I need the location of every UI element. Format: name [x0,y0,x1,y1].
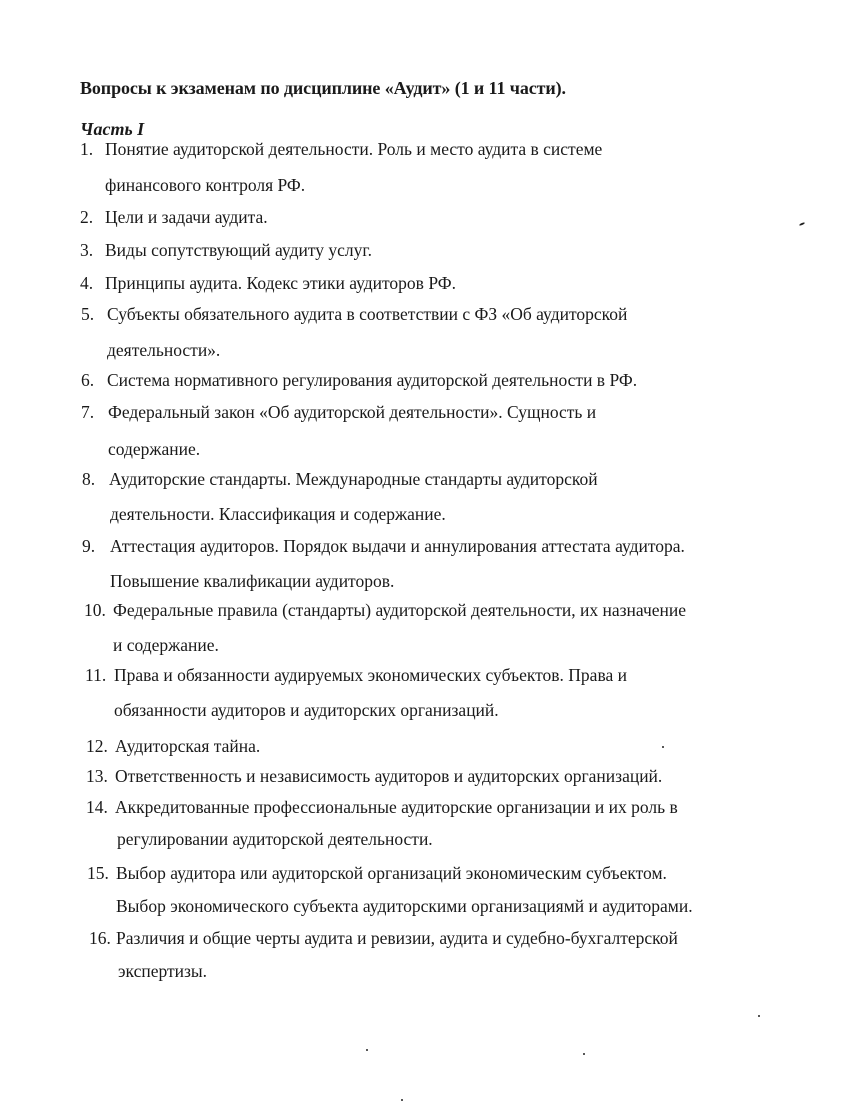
scan-speck [662,746,664,748]
question-line: Система нормативного регулирования аудиторской деятельности в РФ. [107,370,638,390]
question-line: Аккредитованные профессиональные аудиторские организации и их роль в [115,797,678,817]
question-line: Федеральный закон «Об аудиторской деятельности». Сущность и [108,402,597,422]
scan-speck [401,1099,403,1101]
question-number: 10. [84,600,106,620]
question-line: Понятие аудиторской деятельности. Роль и место аудита в системе [105,139,603,159]
question-line: деятельности». [107,340,221,360]
part-heading: Часть I [80,119,145,139]
question-line: экспертизы. [118,961,208,981]
scan-speck [758,1015,760,1017]
question-number: 3. [80,240,94,260]
question-number: 16. [89,928,111,948]
question-line: Права и обязанности аудируемых экономических субъектов. Права и [114,665,627,685]
question-number: 4. [80,273,94,293]
question-line: Аудиторские стандарты. Международные стандарты аудиторской [109,469,598,489]
question-number: 9. [82,536,96,556]
question-number: 7. [81,402,95,422]
question-line: Виды сопутствующий аудиту услуг. [105,240,372,260]
question-line: Повышение квалификации аудиторов. [110,571,395,591]
question-line: и содержание. [113,635,219,655]
question-line: Цели и задачи аудита. [105,207,268,227]
question-number: 2. [80,207,94,227]
question-line: регулировании аудиторской деятельности. [117,829,433,849]
question-line: Субъекты обязательного аудита в соответствии с ФЗ «Об аудиторской [107,304,628,324]
question-line: Выбор аудитора или аудиторской организаций экономическим субъектом. [116,863,667,883]
question-number: 8. [82,469,96,489]
question-number: 11. [85,665,107,685]
question-number: 1. [80,139,94,159]
document-title: Вопросы к экзаменам по дисциплине «Аудит» (1 и 11 части). [80,78,566,98]
question-line: Ответственность и независимость аудиторов и аудиторских организаций. [115,766,663,786]
question-number: 12. [86,736,108,756]
question-number: 5. [81,304,95,324]
question-number: 14. [86,797,108,817]
question-number: 15. [87,863,109,883]
question-number: 6. [81,370,95,390]
question-line: деятельности. Классификация и содержание. [110,504,446,524]
question-line: Федеральные правила (стандарты) аудиторской деятельности, их назначение [113,600,687,620]
scan-speck [366,1049,368,1051]
scan-speck [583,1053,585,1055]
question-line: содержание. [108,439,201,459]
question-line: Выбор экономического субъекта аудиторскими организациямй и аудиторами. [116,896,693,916]
scan-speck [799,222,805,226]
question-line: Аттестация аудиторов. Порядок выдачи и аннулирования аттестата аудитора. [110,536,685,556]
question-number: 13. [86,766,108,786]
question-line: обязанности аудиторов и аудиторских организаций. [114,700,499,720]
question-line: Аудиторская тайна. [115,736,261,756]
question-line: Принципы аудита. Кодекс этики аудиторов РФ. [105,273,456,293]
question-line: финансового контроля РФ. [105,175,306,195]
question-line: Различия и общие черты аудита и ревизии, аудита и судебно-бухгалтерской [116,928,678,948]
